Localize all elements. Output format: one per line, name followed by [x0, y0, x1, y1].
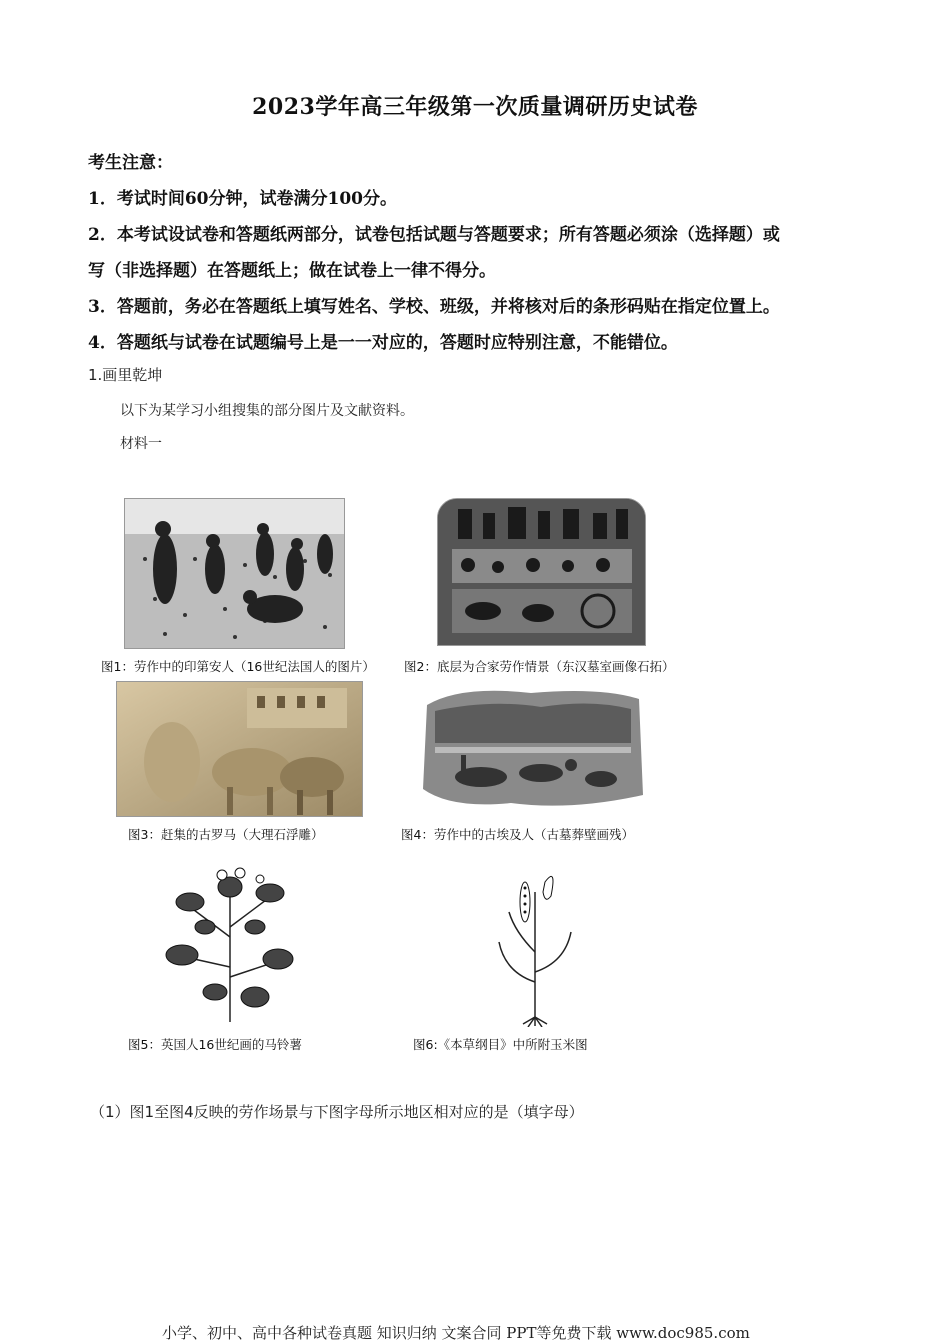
question-intro: 以下为某学习小组搜集的部分图片及文献资料。 [120, 403, 414, 419]
figure-1-image [124, 498, 345, 649]
figure-3-image [116, 681, 363, 817]
figure-5-image [160, 857, 300, 1027]
page-title: 2023学年高三年级第一次质量调研历史试卷 [252, 94, 698, 120]
figure-1-caption: 图1：劳作中的印第安人（16世纪法国人的图片） [101, 659, 375, 674]
question-heading: 1.画里乾坤 [88, 366, 163, 384]
material-label: 材料一 [120, 436, 162, 452]
notice-item-3: 3．答题前，务必在答题纸上填写姓名、学校、班级，并将核对后的条形码贴在指定位置上。 [88, 297, 780, 317]
figure-4-image [421, 685, 644, 811]
question-sub1: （1）图1至图4反映的劳作场景与下图字母所示地区相对应的是（填字母） [90, 1103, 584, 1121]
notice-item-2: 2．本考试设试卷和答题纸两部分，试卷包括试题与答题要求；所有答题必须涂（选择题）或 [88, 225, 780, 245]
figure-5-caption: 图5：英国人16世纪画的马铃薯 [128, 1037, 302, 1052]
figure-6-image [495, 862, 575, 1027]
notice-item-2-cont: 写（非选择题）在答题纸上；做在试卷上一律不得分。 [88, 261, 496, 281]
notice-item-1: 1．考试时间60分钟，试卷满分100分。 [88, 189, 397, 209]
figure-2-image [437, 498, 646, 646]
notice-item-4: 4．答题纸与试卷在试题编号上是一一对应的，答题时应特别注意，不能错位。 [88, 333, 678, 353]
figure-3-caption: 图3：赶集的古罗马（大理石浮雕） [128, 827, 324, 842]
notice-heading: 考生注意： [88, 153, 173, 173]
page-footer: 小学、初中、高中各种试卷真题 知识归纳 文案合同 PPT等免费下载 www.doc985.com [162, 1324, 750, 1342]
figure-4-caption: 图4：劳作中的古埃及人（古墓葬壁画残） [401, 827, 634, 842]
figure-6-caption: 图6:《本草纲目》中所附玉米图 [413, 1037, 588, 1052]
figure-2-caption: 图2：底层为合家劳作情景（东汉墓室画像石拓） [404, 659, 675, 674]
